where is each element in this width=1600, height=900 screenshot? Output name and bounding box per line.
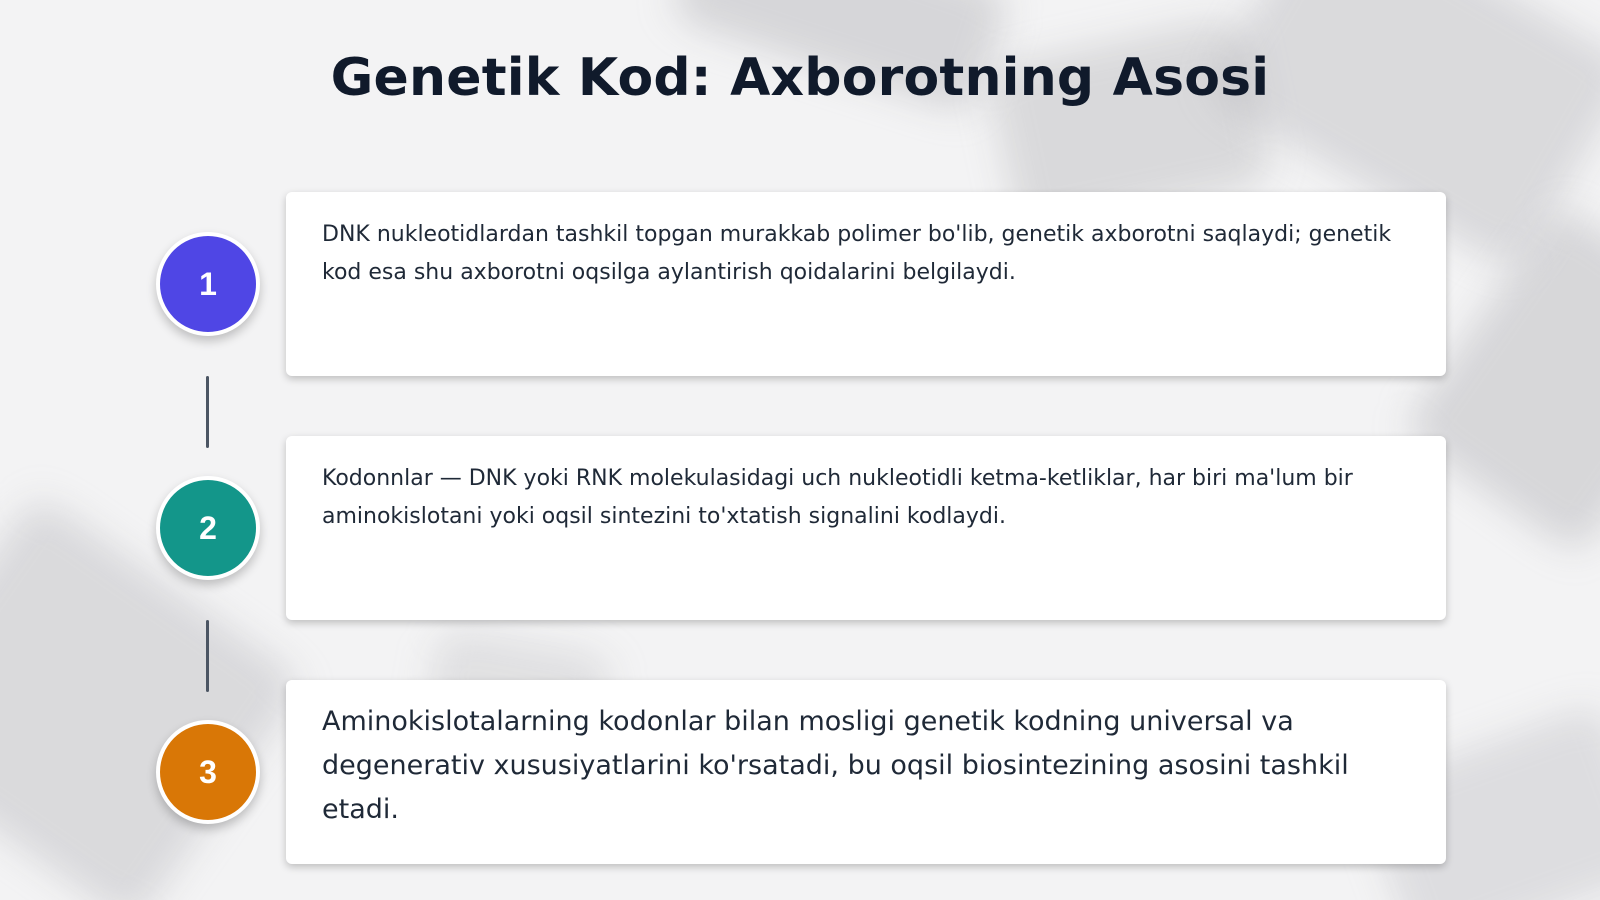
slide-title: Genetik Kod: Axborotning Asosi (330, 48, 1270, 108)
step-1-number-badge: 1 (156, 232, 260, 336)
step-2-number-badge: 2 (156, 476, 260, 580)
timeline-connector (206, 376, 209, 448)
step-1-text: DNK nukleotidlardan tashkil topgan murakkab polimer bo'lib, genetik axborotni saqlaydi; genetik kod esa shu axborotni oqsilga aylantirish qoidalarini belgilaydi. (322, 222, 1392, 285)
background-shape (0, 492, 306, 900)
step-1-card (286, 192, 1446, 376)
step-2-card (286, 436, 1446, 620)
timeline-connector (206, 620, 209, 692)
step-3-number-badge: 3 (156, 720, 260, 824)
step-3-text: Aminokislotalarning kodonlar bilan mosligi genetik kodning universal va degenerativ xususiyatlarini ko'rsatadi, bu oqsil biosintezining asosini tashkil etadi. (322, 706, 1349, 825)
step-3-card (286, 680, 1446, 864)
step-2-text: Kodonnlar — DNK yoki RNK molekulasidagi uch nukleotidli ketma-ketliklar, har biri ma'lum bir aminokislotani yoki oqsil sintezini to'xtatish signalini kodlaydi. (322, 466, 1353, 529)
